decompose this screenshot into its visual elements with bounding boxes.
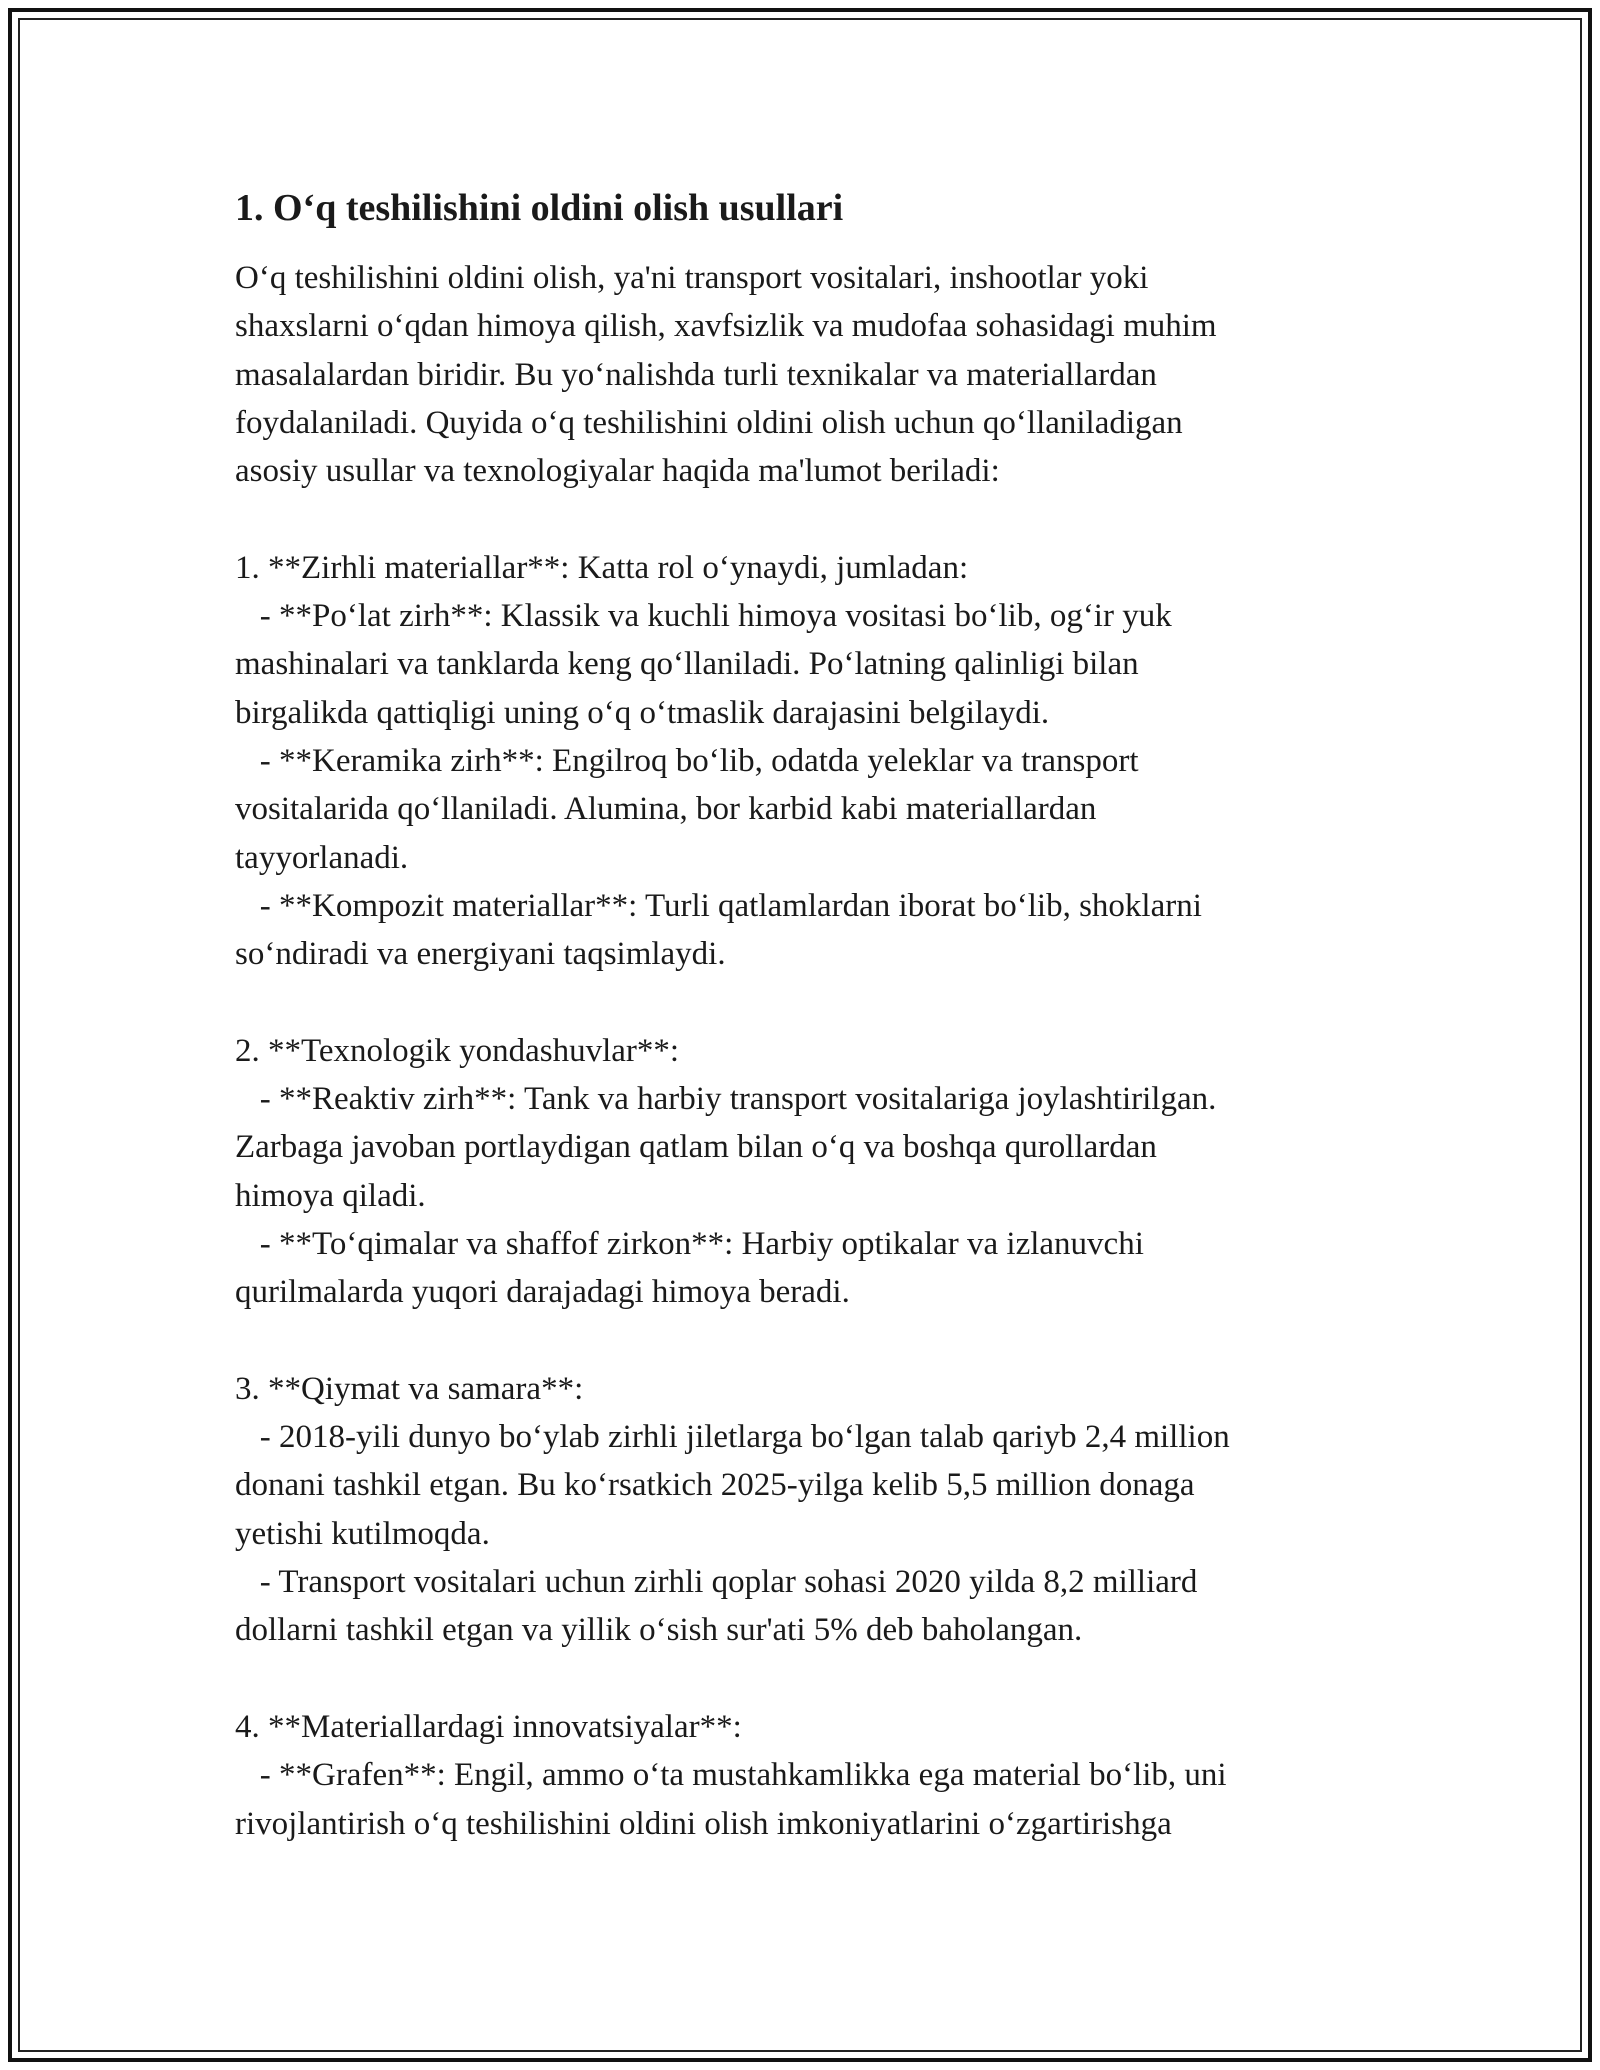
- document-title: 1. O‘q teshilishini oldini olish usullari: [235, 187, 844, 229]
- document-body: O‘q teshilishini oldini olish, ya'ni transport vositalari, inshootlar yoki shaxslarni o‘qdan himoya qilish, xavfsizlik va mudofaa sohasidagi muhim masalalardan biridir. Bu yo‘nalishda turli texnikalar va materiallardan foydalaniladi. Quyida o‘q teshilishini oldini olish uchun qo‘llaniladigan asosiy usullar va texnologiyalar haqida ma'lumot beriladi: 1. **Zirhli materiallar**: Katta rol o‘ynaydi, jumladan: - **Po‘lat zirh**: Klassik va kuchli himoya vositasi bo‘lib, og‘ir yuk mashinalari va tanklarda keng qo‘llaniladi. Po‘latning qalinligi bilan birgalikda qattiqligi uning o‘q o‘tmaslik darajasini belgilaydi. - **Keramika zirh**: Engilroq bo‘lib, odatda yeleklar va transport vositalarida qo‘llaniladi. Alumina, bor karbid kabi materiallardan tayyorlanadi. - **Kompozit materiallar**: Turli qatlamlardan iborat bo‘lib, shoklarni so‘ndiradi va energiyani taqsimlaydi. 2. **Texnologik yondashuvlar**: - **Reaktiv zirh**: Tank va harbiy transport vositalariga joylashtirilgan. Zarbaga javoban portlaydigan qatlam bilan o‘q va boshqa qurollardan himoya qiladi. - **To‘qimalar va shaffof zirkon**: Harbiy optikalar va izlanuvchi qurilmalarda yuqori darajadagi himoya beradi. 3. **Qiymat va samara**: - 2018-yili dunyo bo‘ylab zirhli jiletlarga bo‘lgan talab qariyb 2,4 million donani tashkil etgan. Bu ko‘rsatkich 2025-yilga kelib 5,5 million donaga yetishi kutilmoqda. - Transport vositalari uchun zirhli qoplar sohasi 2020 yilda 8,2 milliard dollarni tashkil etgan va yillik o‘sish sur'ati 5% deb baholangan. 4. **Materiallardagi innovatsiyalar**: - **Grafen**: Engil, ammo o‘ta mustahkamlikka ega material bo‘lib, uni rivojlantirish o‘q teshilishini oldini olish imkoniyatlarini o‘zgartirishga: [235, 260, 1230, 1842]
- document-content: [235, 180, 1375, 1848]
